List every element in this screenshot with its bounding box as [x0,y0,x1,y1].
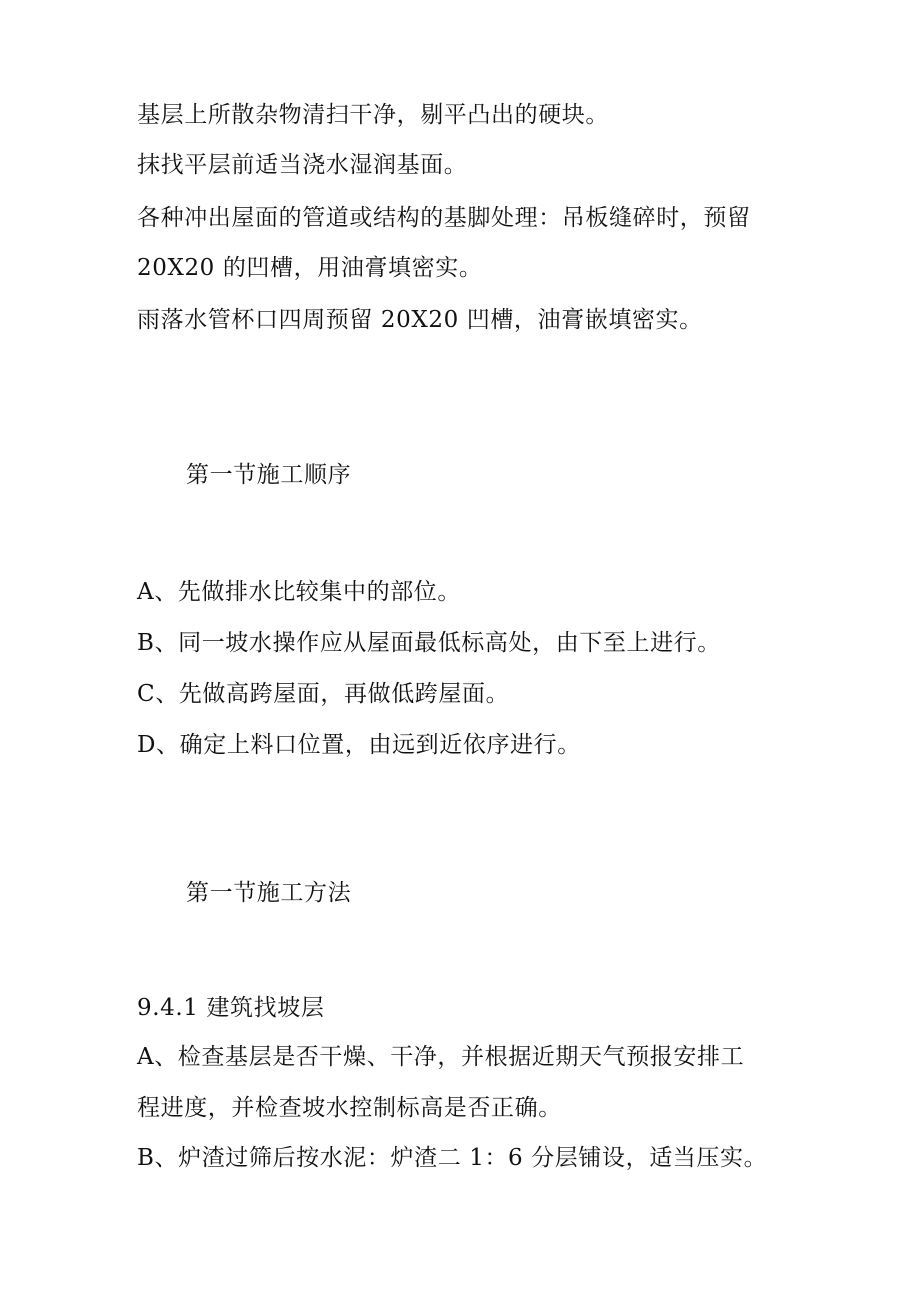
section-title-order: 第一节施工顺序 [186,462,352,488]
paragraph-pipe-base-line1: 各种冲出屋面的管道或结构的基脚处理：吊板缝碎时，预留 [137,205,751,231]
order-item-d: D、确定上料口位置，由远到近依序进行。 [137,732,581,758]
method-item-b: B、炉渣过筛后按水泥：炉渣二 1：6 分层铺设，适当压实。 [137,1145,768,1171]
order-item-c: C、先做高跨屋面，再做低跨屋面。 [137,681,510,707]
order-item-b: B、同一坡水操作应从屋面最低标高处，由下至上进行。 [137,630,721,656]
paragraph-pipe-base-line2: 20X20 的凹槽，用油膏填密实。 [137,255,483,281]
method-item-a-line1: A、检查基层是否干燥、干净，并根据近期天气预报安排工 [137,1044,745,1070]
paragraph-wet-base: 抹找平层前适当浇水湿润基面。 [137,152,468,178]
paragraph-clean-base: 基层上所散杂物清扫干净，剔平凸出的硬块。 [137,102,609,128]
section-title-method: 第一节施工方法 [186,880,352,906]
method-item-a-line2: 程进度，并检查坡水控制标高是否正确。 [137,1095,562,1121]
paragraph-downpipe: 雨落水管杯口四周预留 20X20 凹槽，油膏嵌填密实。 [137,307,703,333]
order-item-a: A、先做排水比较集中的部位。 [137,579,462,605]
subsection-title: 9.4.1 建筑找坡层 [137,995,325,1021]
